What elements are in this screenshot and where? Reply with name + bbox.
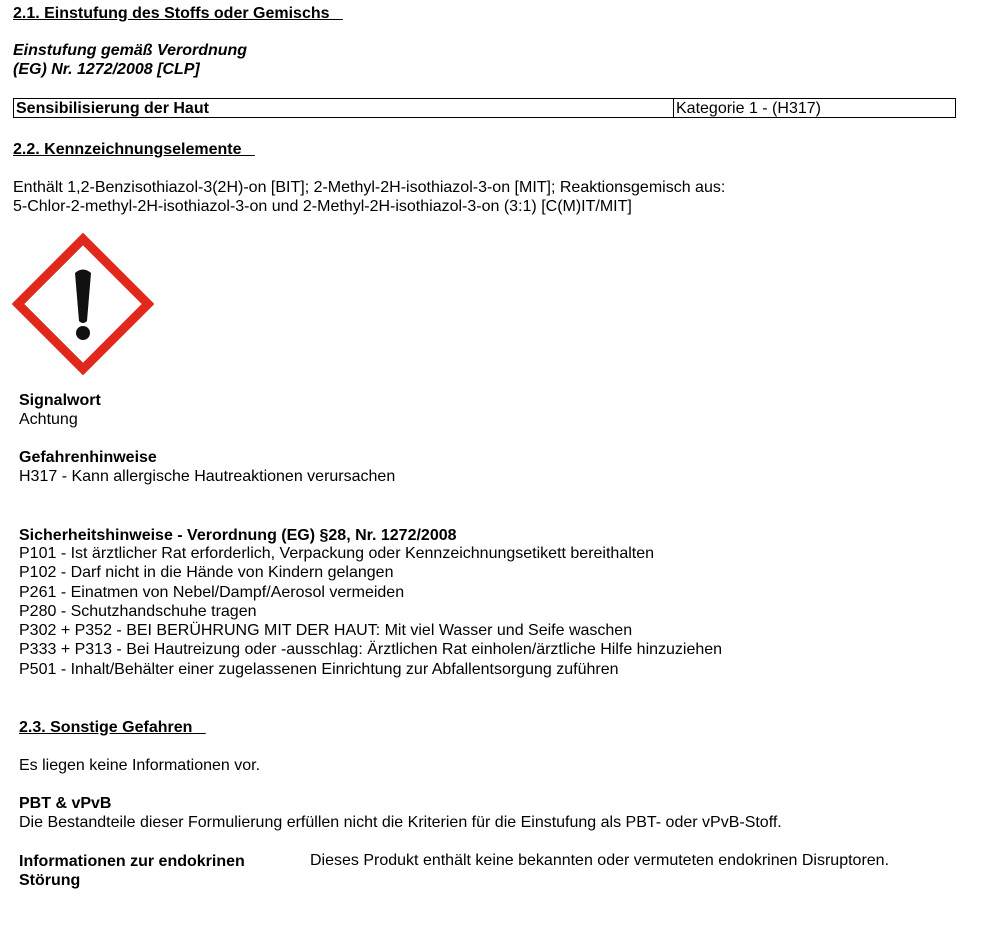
pbt-vpvb-label: PBT & vPvB bbox=[19, 795, 112, 812]
precautionary-statement-item: P101 - Ist ärztlicher Rat erforderlich, Verpackung oder Kennzeichnungsetikett bereithalten bbox=[19, 545, 655, 562]
signal-word-label: Signalwort bbox=[19, 392, 101, 409]
table-divider bbox=[673, 99, 674, 117]
section-2-3-heading: 2.3. Sonstige Gefahren bbox=[19, 719, 193, 736]
endocrine-label-line2: Störung bbox=[19, 872, 81, 889]
precautionary-statements-list bbox=[19, 544, 722, 679]
precautionary-statement-item: P302 + P352 - BEI BERÜHRUNG MIT DER HAUT: Mit viel Wasser und Seife waschen bbox=[19, 622, 633, 640]
signal-word-value: Achtung bbox=[19, 411, 78, 428]
endocrine-label-line1: Informationen zur endokrinen bbox=[19, 853, 245, 870]
hazard-category-cell: Kategorie 1 - (H317) bbox=[676, 100, 821, 117]
section-2-2-heading: 2.2. Kennzeichnungselemente bbox=[13, 141, 242, 158]
hazard-statements-label: Gefahrenhinweise bbox=[19, 449, 157, 466]
precautionary-statement-item: P261 - Einatmen von Nebel/Dampf/Aerosol vermeiden bbox=[19, 583, 405, 601]
ghs07-exclamation-mark-icon bbox=[12, 233, 154, 375]
classification-regulation-line2: (EG) Nr. 1272/2008 [CLP] bbox=[13, 61, 200, 78]
hazard-statement-item: H317 - Kann allergische Hautreaktionen verursachen bbox=[19, 468, 396, 485]
contains-text-line2: 5-Chlor-2-methyl-2H-isothiazol-3-on und 2-Methyl-2H-isothiazol-3-on (3:1) [C(M)IT/MIT] bbox=[13, 198, 632, 215]
hazard-class-cell: Sensibilisierung der Haut bbox=[16, 100, 209, 117]
classification-table bbox=[13, 98, 956, 118]
section-2-1-heading: 2.1. Einstufung des Stoffs oder Gemischs bbox=[13, 5, 330, 22]
precautionary-statement-item: P333 + P313 - Bei Hautreizung oder -ausschlag: Ärztlichen Rat einholen/ärztliche Hilfe hinzuziehen bbox=[19, 641, 723, 659]
precautionary-statements-label: Sicherheitshinweise - Verordnung (EG) §28, Nr. 1272/2008 bbox=[19, 527, 457, 544]
precautionary-statement-item: P280 - Schutzhandschuhe tragen bbox=[19, 602, 257, 620]
no-information-text: Es liegen keine Informationen vor. bbox=[19, 757, 261, 774]
endocrine-text: Dieses Produkt enthält keine bekannten oder vermuteten endokrinen Disruptoren. bbox=[310, 852, 890, 869]
pbt-vpvb-text: Die Bestandteile dieser Formulierung erfüllen nicht die Kriterien für die Einstufung als PBT- oder vPvB-Stoff. bbox=[19, 814, 782, 831]
contains-text-line1: Enthält 1,2-Benzisothiazol-3(2H)-on [BIT]; 2-Methyl-2H-isothiazol-3-on [MIT]; Reaktionsgemisch aus: bbox=[13, 179, 726, 196]
precautionary-statement-item: P501 - Inhalt/Behälter einer zugelassenen Einrichtung zur Abfallentsorgung zuführen bbox=[19, 660, 619, 678]
classification-regulation-line1: Einstufung gemäß Verordnung bbox=[13, 42, 248, 59]
precautionary-statement-item: P102 - Darf nicht in die Hände von Kindern gelangen bbox=[19, 564, 394, 582]
